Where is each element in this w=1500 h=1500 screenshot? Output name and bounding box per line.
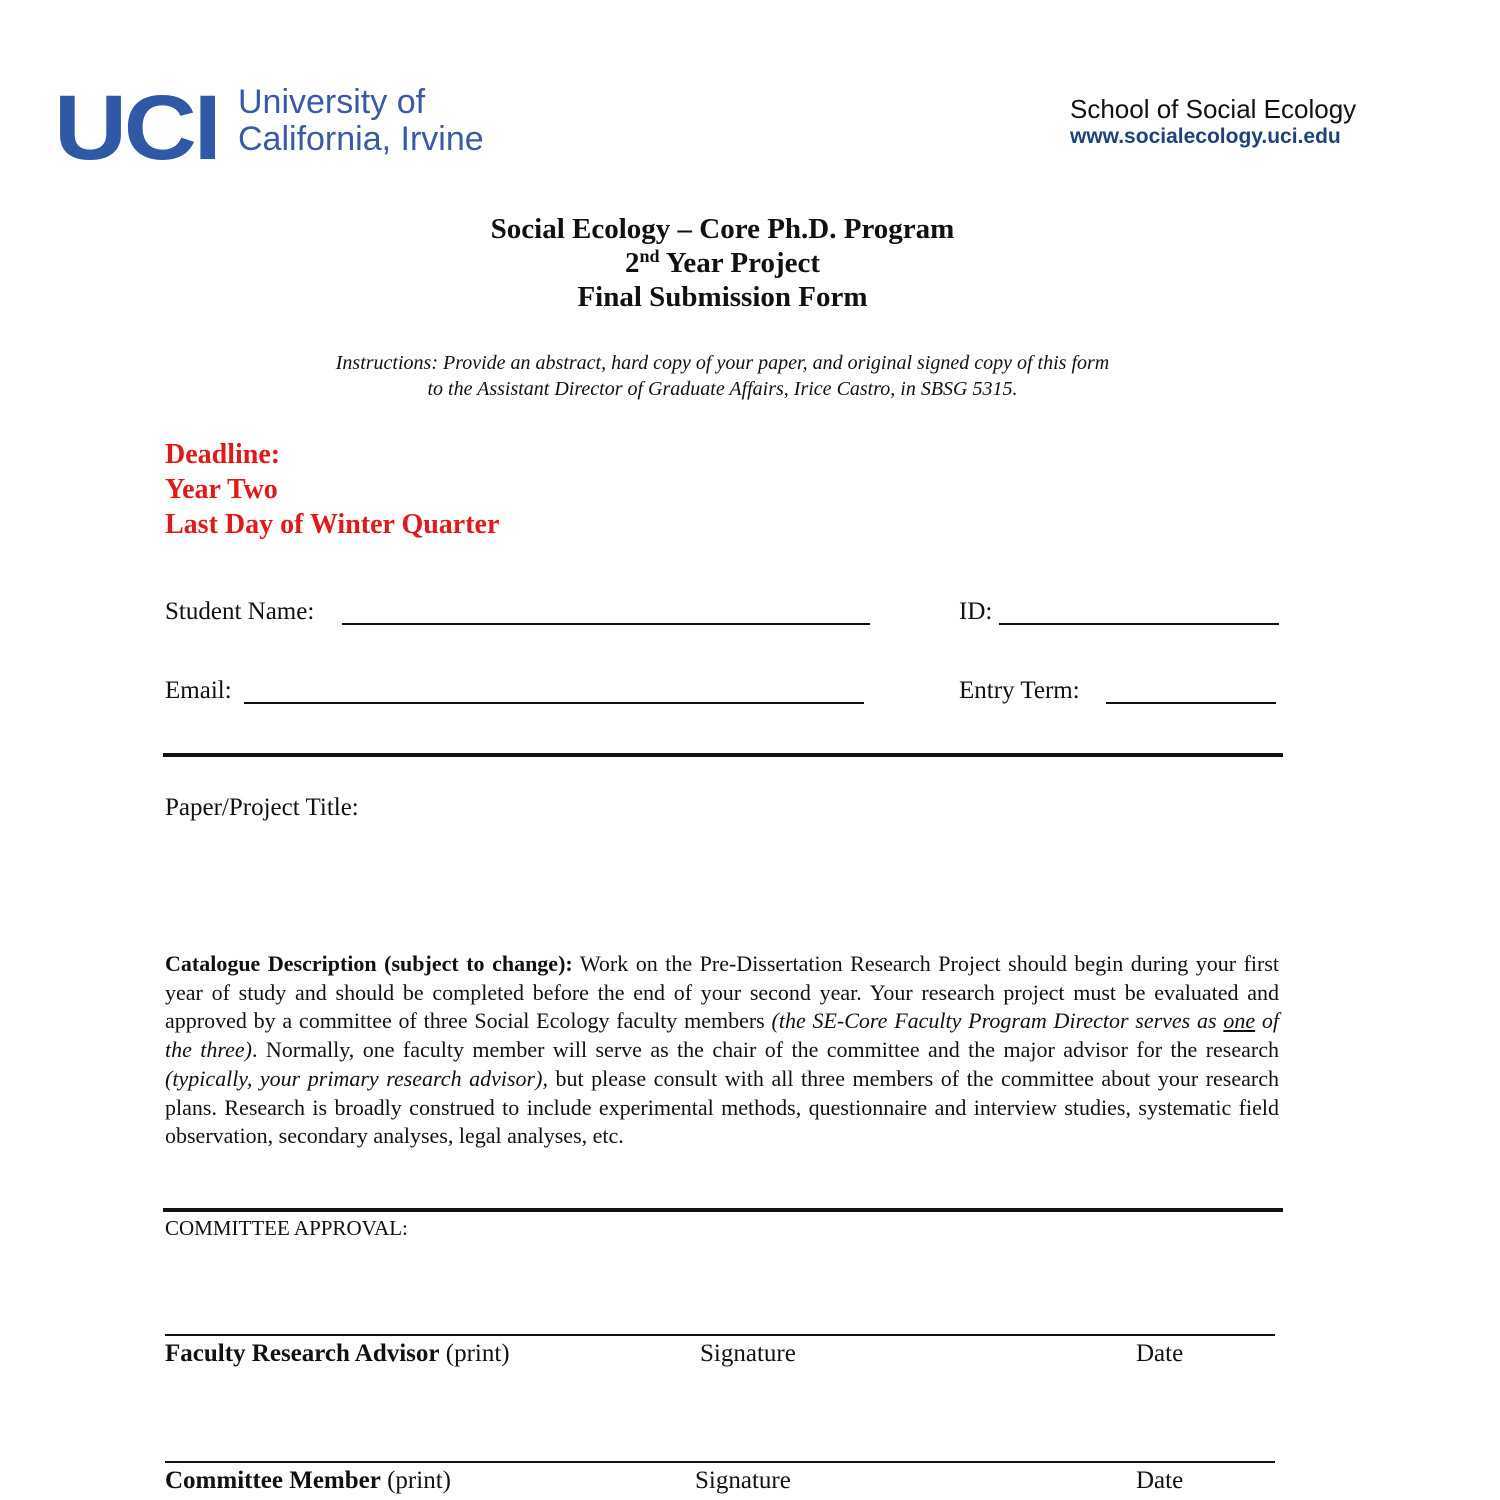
school-url-link[interactable]: www.socialecology.uci.edu	[1070, 125, 1341, 148]
signature-label: Signature	[700, 1340, 796, 1367]
committee-approval-heading: COMMITTEE APPROVAL:	[165, 1216, 408, 1240]
uci-logo-mark: UCI	[54, 77, 219, 179]
deadline-label: Deadline:	[165, 439, 281, 470]
logo-text-line2: California, Irvine	[238, 120, 484, 158]
description-text: . Normally, one faculty member will serve as the chair of the committee and the major advisor for the research	[252, 1037, 1279, 1063]
entry-term-field[interactable]	[1106, 702, 1276, 704]
email-field[interactable]	[244, 702, 864, 704]
instructions-line1: Instructions: Provide an abstract, hard copy of your paper, and original signed copy of this form	[335, 352, 1110, 374]
title-rest: Year Project	[659, 247, 821, 279]
role-text: Faculty Research Advisor	[165, 1340, 440, 1367]
logo-text-line1: University of	[238, 83, 426, 121]
print-text: (print)	[439, 1340, 510, 1367]
description-text: Work on the Pre-Dissertation Research Project should begin during your first year of study and should be completed before the end of your second year. Your research project must be evaluated and approved by a committee of three Social Ecology faculty members	[165, 951, 1280, 1034]
signature-line-advisor[interactable]	[165, 1334, 1275, 1336]
catalogue-description	[165, 950, 1279, 1151]
section-divider	[163, 753, 1283, 757]
deadline-day: Last Day of Winter Quarter	[165, 509, 500, 540]
paper-title-label: Paper/Project Title:	[165, 794, 359, 821]
uci-logo-text	[238, 84, 484, 158]
role-text: Committee Member	[165, 1467, 381, 1494]
title-line1: Social Ecology – Core Ph.D. Program	[490, 213, 955, 245]
advisor-role-label	[165, 1339, 510, 1369]
instructions	[0, 350, 1445, 402]
student-name-field[interactable]	[342, 623, 870, 625]
print-text: (print)	[380, 1467, 451, 1494]
deadline-block	[165, 437, 499, 542]
deadline-year: Year Two	[165, 474, 278, 505]
section-divider	[163, 1208, 1283, 1212]
paper-title-field[interactable]	[165, 830, 1279, 930]
signature-label: Signature	[695, 1467, 791, 1494]
id-field[interactable]	[999, 623, 1279, 625]
member-role-label	[165, 1466, 451, 1496]
page-title	[0, 212, 1445, 314]
id-label: ID:	[959, 598, 993, 625]
description-text: , but please consult with all three members of the committee about your research plans. Research is broadly construed to include experimental methods, questionnaire and interview studies, systematic field observation, secondary analyses, legal analyses, etc.	[165, 1065, 1279, 1149]
date-label: Date	[1136, 1340, 1184, 1367]
description-italic: (the SE-Core Faculty Program Director serves as	[771, 1008, 1224, 1034]
signature-line-member[interactable]	[165, 1461, 1275, 1463]
date-label: Date	[1136, 1467, 1184, 1494]
title-line2	[0, 246, 1445, 280]
student-name-label: Student Name:	[165, 598, 315, 625]
entry-term-label: Entry Term:	[959, 677, 1080, 704]
instructions-line2: to the Assistant Director of Graduate Affairs, Irice Castro, in SBSG 5315.	[427, 378, 1018, 400]
description-italic: (typically, your primary research advisor)	[165, 1065, 543, 1091]
email-label: Email:	[165, 677, 232, 704]
title-num: 2	[624, 247, 640, 279]
school-name: School of Social Ecology	[1070, 94, 1357, 124]
title-line3: Final Submission Form	[577, 281, 868, 313]
title-sup: nd	[639, 246, 660, 266]
description-label: Catalogue Description (subject to change):	[165, 951, 573, 976]
description-underlined: one	[1223, 1008, 1256, 1034]
description-italic: of the three)	[165, 1008, 1280, 1063]
